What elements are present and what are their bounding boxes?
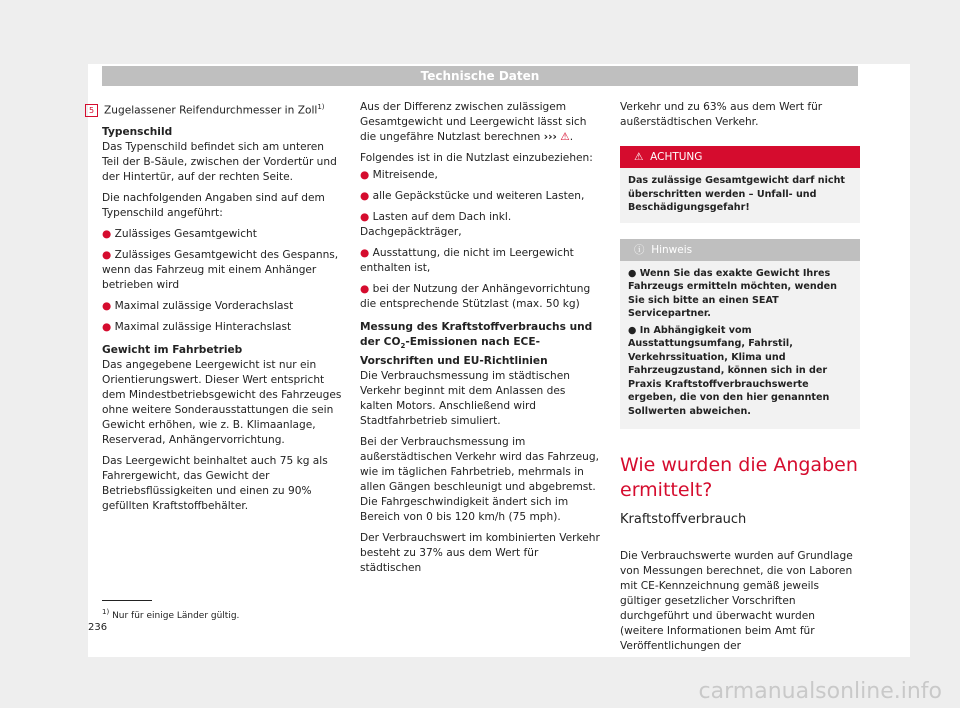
gewicht-text-2: Das Leergewicht beinhaltet auch 75 kg als Fahrergewicht, das Gewicht der Betriebsflüssigkeiten und einen zu 90% gefüllten Kraftstoffbehälter. — [102, 454, 328, 512]
tire-diameter-line: 5 Zugelassener Reifendurchmesser in Zoll$^{1)}$ — [102, 100, 342, 119]
hint-item: ● In Abhängigkeit vom Ausstattungsumfang, Fahrstil, Verkehrssituation, Klima und Fahrzeugzustand, können sich in der Praxis Kraftstoffverbrauchswerte ergeben, die von den hier genannten Sollwerten abweichen. — [628, 324, 830, 417]
bullet-icon: ● — [102, 320, 112, 333]
gewicht-text: Das angegebene Leergewicht ist nur ein Orientierungswert. Dieser Wert entspricht dem Mindestbetriebsgewicht des Fahrzeuges ohne weitere Sonderausstattungen die sein Gewicht erhöhen, wie z. B. Klimaanlage, Reserverad, Anhängervorrichtung. — [102, 358, 342, 446]
subsection-title: Kraftstoffverbrauch — [620, 512, 747, 527]
item-number-badge: 5 — [85, 104, 98, 117]
column-3 — [620, 100, 860, 660]
bullet-icon: ● — [360, 247, 370, 259]
list-item: ● bei der Nutzung der Anhängevorrichtung die entsprechende Stützlast (max. 50 kg) — [360, 283, 591, 310]
list-item: ● Zulässiges Gesamtgewicht — [102, 227, 257, 240]
typenschild-text: Das Typenschild befindet sich am unteren Teil der B-Säule, zwischen der Vordertür und der Hintertür, auf der rechten Seite. — [102, 140, 337, 183]
footnote-divider — [102, 600, 152, 601]
page-number: 236 — [88, 622, 108, 633]
info-icon: ⓘ — [634, 243, 645, 256]
bullet-icon: ● — [360, 211, 370, 223]
bullet-icon: ● — [102, 227, 112, 240]
hint-box-header: ⓘ Hinweis — [620, 239, 860, 261]
list-item: ● Maximal zulässige Vorderachslast — [102, 299, 294, 312]
list-item: ● Lasten auf dem Dach inkl. Dachgepäckträger, — [360, 211, 512, 238]
list-item: ● Ausstattung, die nicht im Leergewicht enthalten ist, — [360, 247, 574, 274]
warning-icon: ⚠ — [634, 151, 644, 163]
warning-box-text: Das zulässige Gesamtgewicht darf nicht überschritten werden – Unfall- und Beschädigungsgefahr! — [620, 168, 860, 223]
bullet-icon: ● — [102, 299, 112, 312]
warning-box-header: ⚠ ACHTUNG — [620, 146, 860, 168]
page-header: Technische Daten — [102, 66, 858, 86]
footnote-ref: 1) — [317, 103, 325, 111]
watermark: carmanualsonline.info — [698, 679, 942, 704]
section-title: Wie wurden die Angaben ermittelt? — [620, 454, 858, 501]
nutzlast-intro: Folgendes ist in die Nutzlast einzubeziehen: — [360, 152, 593, 164]
gewicht-heading: Gewicht im Fahrbetrieb — [102, 343, 243, 356]
bullet-icon: ● — [360, 169, 370, 181]
verbrauch-text: Die Verbrauchswerte wurden auf Grundlage von Messungen berechnet, die von Laboren mit CE-Kennzeichnung gemäß jeweils gültiger gesetzlicher Vorschriften durchgeführt und überwacht wurden (weitere Informationen beim Amt für Veröffentlichungen der — [620, 550, 853, 652]
verkehr-text: Verkehr und zu 63% aus dem Wert für außerstädtischen Verkehr. — [620, 101, 823, 128]
messung-text-3: Der Verbrauchswert im kombinierten Verkehr besteht zu 37% aus dem Wert für städtischen — [360, 532, 600, 575]
column-2 — [360, 100, 600, 582]
column-1 — [88, 100, 342, 520]
list-item: ● Mitreisende, — [360, 169, 438, 181]
list-item: ● Maximal zulässige Hinterachslast — [102, 320, 292, 333]
hint-box — [620, 239, 860, 430]
warning-box — [620, 146, 860, 223]
warning-icon: ⚠ — [560, 131, 570, 143]
messung-text: Die Verbrauchsmessung im städtischen Verkehr beginnt mit dem Anlassen des kalten Motors. Anschließend wird Stadtfahrbetrieb simuliert. — [360, 370, 570, 428]
messung-heading: Messung des Kraftstoffverbrauchs und der $CO_2$-Emissionen nach ECE-Vorschriften und EU-Richtlinien — [360, 321, 593, 368]
typenschild-text-2: Die nachfolgenden Angaben sind auf dem Typenschild angeführt: — [102, 191, 325, 219]
hint-item: ● Wenn Sie das exakte Gewicht Ihres Fahrzeugs ermitteln möchten, wenden Sie sich bitte an einen SEAT Servicepartner. — [628, 267, 837, 319]
typenschild-heading: Typenschild — [102, 125, 173, 138]
footnote: $^{1)}$ Nur für einige Länder gültig. — [102, 608, 240, 621]
bullet-icon: ● — [360, 190, 370, 202]
arrow-link-icon[interactable]: ››› — [543, 131, 557, 143]
bullet-icon: ● — [102, 248, 112, 261]
list-item: ● alle Gepäckstücke und weiteren Lasten, — [360, 190, 585, 202]
hint-box-body — [620, 261, 860, 430]
messung-text-2: Bei der Verbrauchsmessung im außerstädtischen Verkehr wird das Fahrzeug, wie im täglichen Fahrbetrieb, mehrmals in allen Gängen beschleunigt und abgebremst. Die Fahrgeschwindigkeit ändert sich im Bereich von 0 bis 120 km/h (75 mph). — [360, 436, 599, 524]
nutzlast-text: Aus der Differenz zwischen zulässigem Gesamtgewicht und Leergewicht lässt sich die ungefähre Nutzlast berechnen ››› ⚠. — [360, 101, 587, 143]
list-item: ● Zulässiges Gesamtgewicht des Gespanns, wenn das Fahrzeug mit einem Anhänger betrieben wird — [102, 248, 339, 291]
bullet-icon: ● — [360, 283, 370, 295]
